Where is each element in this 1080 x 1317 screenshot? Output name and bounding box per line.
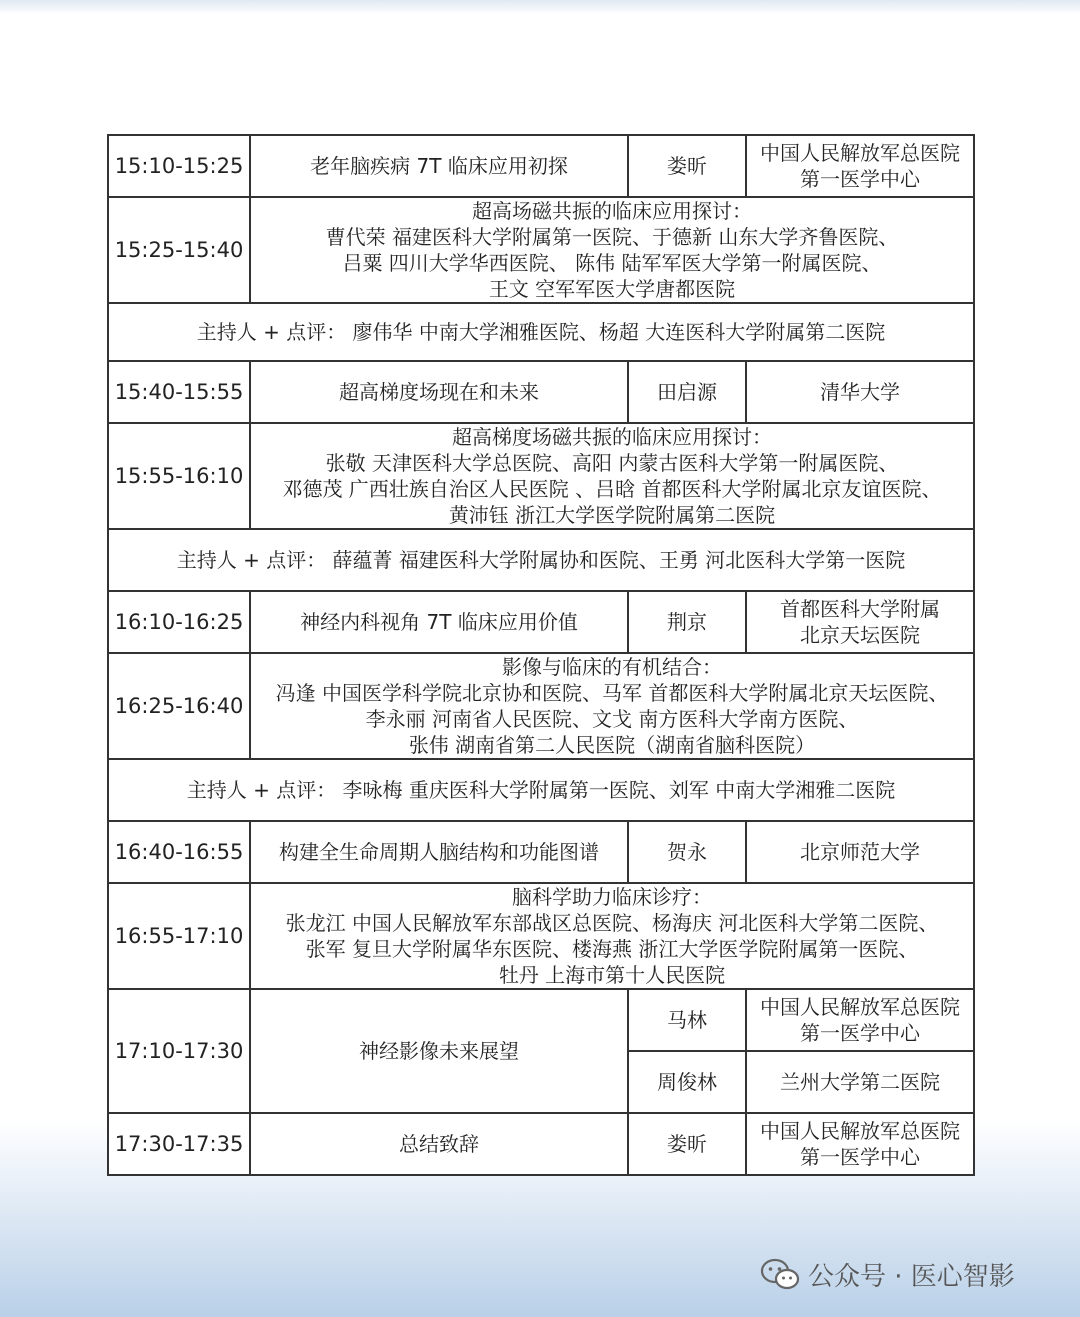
organization-line: 中国人民解放军总医院 — [760, 995, 960, 1019]
time-text: 17:30-17:35 — [114, 1132, 244, 1156]
discussion-line: 邓德茂 广西壮族自治区人民医院 、吕晗 首都医科大学附属北京友谊医院、 — [282, 477, 942, 501]
discussion-row — [108, 423, 974, 529]
title-cell — [250, 989, 628, 1113]
schedule-table — [107, 134, 975, 1176]
time-text: 16:40-16:55 — [114, 840, 244, 864]
organization-line: 中国人民解放军总医院 — [760, 1119, 960, 1143]
talk-title: 构建全生命周期人脑结构和功能图谱 — [279, 840, 599, 864]
discussion-line: 李永丽 河南省人民医院、文戈 南方医科大学南方医院、 — [365, 707, 859, 731]
discussion-line: 张军 复旦大学附属华东医院、楼海燕 浙江大学医学院附属第一医院、 — [305, 937, 919, 961]
time-cell — [108, 591, 250, 653]
time-cell — [108, 423, 250, 529]
organization-line: 兰州大学第二医院 — [780, 1070, 940, 1094]
time-text: 16:55-17:10 — [114, 924, 244, 948]
footer-text: 公众号 · 医心智影 — [808, 1261, 1015, 1292]
talk-row — [108, 1113, 974, 1175]
speaker-name: 娄昕 — [667, 154, 707, 178]
discussion-line: 曹代荣 福建医科大学附属第一医院、于德新 山东大学齐鲁医院、 — [325, 225, 899, 249]
host-row — [108, 759, 974, 821]
discussion-line: 张伟 湖南省第二人民医院（湖南省脑科医院） — [408, 733, 816, 757]
speaker-name: 娄昕 — [667, 1132, 707, 1156]
wechat-icon — [760, 1257, 800, 1291]
talk-title: 老年脑疾病 7T 临床应用初探 — [310, 154, 568, 178]
talk-title: 神经内科视角 7T 临床应用价值 — [300, 610, 578, 634]
discussion-cell — [250, 653, 974, 759]
talk-row — [108, 591, 974, 653]
organization-line: 清华大学 — [820, 380, 900, 404]
organization-cell — [746, 591, 974, 653]
discussion-line: 超高梯度场磁共振的临床应用探讨： — [452, 425, 772, 449]
host-row — [108, 303, 974, 361]
talk-title: 超高梯度场现在和未来 — [339, 380, 539, 404]
speaker-name: 田启源 — [657, 380, 717, 404]
organization-cell — [746, 1113, 974, 1175]
time-cell — [108, 653, 250, 759]
time-text: 16:25-16:40 — [114, 694, 244, 718]
discussion-line: 张龙江 中国人民解放军东部战区总医院、杨海庆 河北医科大学第二医院、 — [285, 911, 939, 935]
title-cell — [250, 591, 628, 653]
organization-cell — [746, 135, 974, 197]
speaker-cell — [628, 821, 746, 883]
host-cell — [108, 759, 974, 821]
discussion-line: 脑科学助力临床诊疗： — [512, 885, 712, 909]
organization-line: 首都医科大学附属 — [780, 597, 940, 621]
organization-line: 第一医学中心 — [800, 1145, 920, 1169]
discussion-line: 黄沛钰 浙江大学医学院附属第二医院 — [448, 503, 776, 527]
organization-line: 北京天坛医院 — [800, 623, 920, 647]
host-text: 主持人 + 点评： 薛蕴菁 福建医科大学附属协和医院、王勇 河北医科大学第一医院 — [176, 548, 906, 572]
host-cell — [108, 529, 974, 591]
speaker-name: 马林 — [667, 1008, 707, 1032]
organization-cell — [746, 821, 974, 883]
discussion-row — [108, 653, 974, 759]
time-cell — [108, 135, 250, 197]
speaker-name: 贺永 — [667, 840, 707, 864]
discussion-line: 影像与临床的有机结合： — [502, 655, 722, 679]
organization-cell — [746, 361, 974, 423]
title-cell — [250, 821, 628, 883]
speaker-name: 周俊林 — [657, 1070, 717, 1094]
host-cell — [108, 303, 974, 361]
organization-line: 第一医学中心 — [800, 167, 920, 191]
talk-row — [108, 821, 974, 883]
organization-cell — [746, 1051, 974, 1113]
time-text: 15:25-15:40 — [114, 238, 244, 262]
time-text: 15:10-15:25 — [114, 154, 244, 178]
discussion-row — [108, 883, 974, 989]
multi-speaker-row — [108, 989, 974, 1051]
time-text: 15:55-16:10 — [114, 464, 244, 488]
talk-row — [108, 135, 974, 197]
host-text: 主持人 + 点评： 廖伟华 中南大学湘雅医院、杨超 大连医科大学附属第二医院 — [196, 320, 886, 344]
time-cell — [108, 361, 250, 423]
speaker-name: 荆京 — [667, 610, 707, 634]
speaker-cell — [628, 135, 746, 197]
discussion-line: 吕粟 四川大学华西医院、 陈伟 陆军军医大学第一附属医院、 — [342, 251, 882, 275]
footer-watermark — [760, 1254, 1015, 1294]
organization-line: 北京师范大学 — [800, 840, 920, 864]
speaker-cell — [628, 591, 746, 653]
discussion-line: 冯逢 中国医学科学院北京协和医院、马军 首都医科大学附属北京天坛医院、 — [275, 681, 949, 705]
discussion-line: 张敬 天津医科大学总医院、高阳 内蒙古医科大学第一附属医院、 — [325, 451, 899, 475]
speaker-cell — [628, 989, 746, 1051]
time-cell — [108, 1113, 250, 1175]
title-cell — [250, 1113, 628, 1175]
discussion-cell — [250, 197, 974, 303]
discussion-line: 超高场磁共振的临床应用探讨： — [472, 199, 752, 223]
talk-row — [108, 361, 974, 423]
time-cell — [108, 197, 250, 303]
time-text: 17:10-17:30 — [114, 1039, 244, 1063]
organization-line: 中国人民解放军总医院 — [760, 141, 960, 165]
speaker-cell — [628, 1113, 746, 1175]
time-text: 15:40-15:55 — [114, 380, 244, 404]
discussion-line: 王文 空军军医大学唐都医院 — [488, 277, 736, 301]
talk-title: 神经影像未来展望 — [359, 1039, 519, 1063]
host-row — [108, 529, 974, 591]
discussion-cell — [250, 883, 974, 989]
time-cell — [108, 821, 250, 883]
title-cell — [250, 361, 628, 423]
time-cell — [108, 989, 250, 1113]
speaker-cell — [628, 1051, 746, 1113]
speaker-cell — [628, 361, 746, 423]
talk-title: 总结致辞 — [399, 1132, 479, 1156]
discussion-line: 牡丹 上海市第十人民医院 — [498, 963, 726, 987]
organization-line: 第一医学中心 — [800, 1021, 920, 1045]
host-text: 主持人 + 点评： 李咏梅 重庆医科大学附属第一医院、刘军 中南大学湘雅二医院 — [186, 778, 896, 802]
time-cell — [108, 883, 250, 989]
discussion-cell — [250, 423, 974, 529]
title-cell — [250, 135, 628, 197]
organization-cell — [746, 989, 974, 1051]
time-text: 16:10-16:25 — [114, 610, 244, 634]
discussion-row — [108, 197, 974, 303]
